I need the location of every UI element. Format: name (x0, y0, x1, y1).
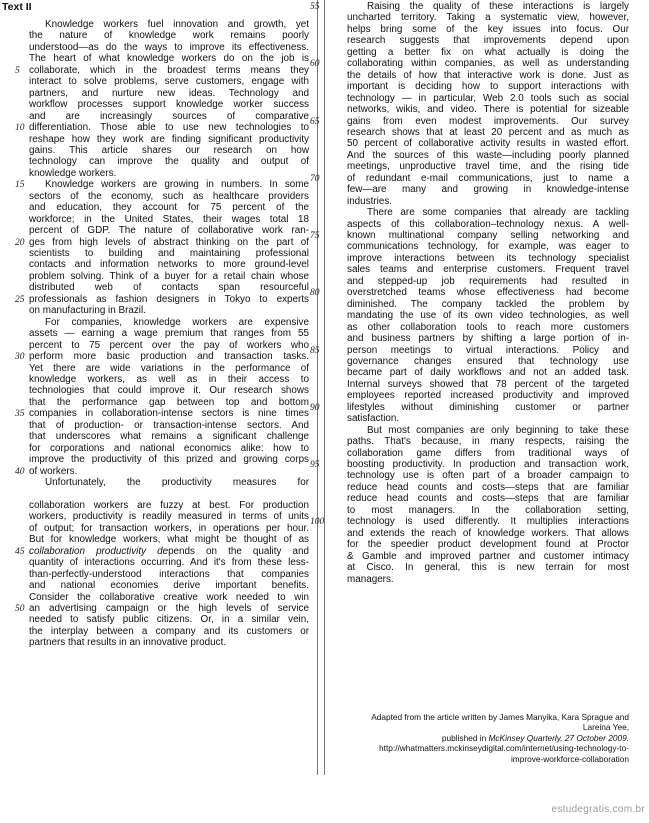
text-line: collaboration workers are fuzzy at best. For production (29, 499, 309, 511)
source-url-cont: improve-workforce-collaboration (510, 753, 629, 764)
source-journal: McKinsey Quarterly, 27 October 2009. (488, 732, 629, 743)
text-line: contacts and information networks to more ground-level (29, 259, 309, 271)
line-number: 35 (15, 409, 25, 420)
text-line: getting a better fix on what actually is doing the (347, 46, 629, 58)
text-line: workers, productivity is readily measured in terms of units (29, 511, 309, 523)
text-line: research suggests that improvements depend upon (347, 35, 629, 47)
text-line: collaborating within companies, as well as understanding (347, 58, 629, 70)
text-line: boosting productivity. In production and transaction work, (347, 459, 629, 470)
text-line: to most managers. In the collaboration setting, (347, 504, 629, 516)
text-line: collaborate, which in the broadest terms means they (29, 64, 309, 76)
text-line: and education, they account for 75 percent of the (29, 202, 309, 214)
text-line: understood—as do the ways to improve its effectiveness. (29, 41, 309, 53)
text-line: percent to 75 percent over the pay of workers who (29, 339, 309, 351)
text-line: that underscores what remains a significant challenge (29, 431, 309, 443)
text-line: partners that results in an innovative product. (29, 637, 227, 649)
text-line: Consider the collaborative creative work needed to win (29, 591, 309, 603)
text-line: of workers. (29, 465, 78, 477)
line-number: 50 (15, 603, 25, 614)
line-number: 80 (310, 288, 320, 299)
text-line: became part of daily workflows and not an added task. (347, 367, 629, 379)
text-line: sales teams and enterprise customers. Frequent travel (347, 264, 629, 276)
text-line: uncharted territory. Taking a systematic view, however, (347, 12, 629, 24)
source-publication: published in McKinsey Quarterly, 27 October 2009. (441, 732, 629, 743)
text-line: paths. That's because, in many respects, raising the (347, 436, 629, 448)
line-number: 45 (15, 546, 25, 557)
line-number: 40 (15, 466, 25, 477)
source-citation (340, 712, 629, 764)
line-number: 90 (310, 402, 320, 413)
text-line: improve interactions between its technology specialist (347, 252, 629, 264)
line-number: 25 (15, 294, 25, 305)
text-line: collaboration game differs from traditional ways of (347, 447, 629, 459)
text-line: on manufacturing in Brazil. (29, 305, 146, 317)
text-line: overstretched teams whose effectiveness had become (347, 287, 629, 299)
text-line: professionals as fashion designers in Tokyo to experts (29, 293, 309, 305)
text-line: reshape how they work are finding significant productivity (29, 133, 309, 145)
text-line: & Gamble and improved partner and customer intimacy (347, 550, 629, 562)
text-line: important is deciding how to support interactions with (347, 81, 629, 93)
text-line: helps bring some of the key issues into focus. Our (347, 23, 629, 35)
text-line: scientists to building and maintaining professional (29, 248, 309, 259)
text-line: improve the productivity of this prized and growing corps (29, 454, 309, 466)
text-line: than-perfectly-understood interactions that companies (29, 568, 309, 580)
line-number: 30 (15, 352, 25, 363)
text-line: knowledge workers, as well as in their access to (29, 373, 309, 385)
text-line: technology use is often part of a broader campaign to (347, 470, 629, 482)
text-line: technology can improve the quality and output of (29, 156, 309, 168)
text-line: managers. (347, 573, 394, 585)
line-number: 75 (310, 231, 320, 241)
line-number: 55 (310, 2, 320, 12)
text-line: for the speedier product development found at Proctor (347, 539, 629, 551)
text-line: diminished. The company tackled the problem by (347, 298, 629, 310)
text-line: distributed web of contacts span resourceful (29, 282, 309, 294)
text-line: differentiation. Those able to use new technologies to (29, 122, 309, 134)
text-line: meetings, unproductive travel time, and the rising tide (347, 161, 629, 173)
text-line: that the performance gap between top and bottom (29, 396, 309, 408)
text-line: gains from even modest improvements. Our survey (347, 115, 629, 127)
text-line: For companies, knowledge workers are expensive (45, 316, 309, 328)
text-line: workforce; in the United States, their wages total 18 (29, 213, 309, 225)
text-line: governance changes ensured that technology use (347, 355, 629, 367)
text-line: technologies that could improve it. Our research shows (29, 385, 309, 397)
line-number: 65 (310, 116, 320, 127)
text-line: gains. This article shares our research on how (29, 144, 309, 156)
source-url: http://whatmatters.mckinseydigital.com/internet/using-technology-to- (379, 743, 629, 754)
text-line: as other collaboration tools to reach more customers (347, 321, 629, 333)
text-line: sectors of the economy, such as healthcare providers (29, 190, 309, 202)
text-line: assets — earning a wage premium that ranges from 55 (29, 328, 309, 340)
line-number: 95 (310, 460, 320, 470)
text-line: interact to solve problems, serve customers, engage with (29, 76, 309, 88)
text-line: lifestyles without diminishing customer or partner (347, 401, 629, 413)
text-line: research shows that at least 20 percent and as much as (347, 126, 629, 138)
text-line: an advertising campaign or the high levels of service (29, 602, 309, 614)
text-title: Text II (2, 1, 32, 13)
text-line: 50 percent of collaborative activity results in wasted effort. (347, 138, 629, 150)
text-line: There are some companies that already are tackling (367, 207, 629, 219)
text-line: perform more basic production and transaction tasks. (29, 351, 309, 363)
text-line: networks, wikis, and video. There is potential for sizeable (347, 104, 629, 116)
text-line: problem solving. Think of a buyer for a retail chain whose (29, 270, 309, 282)
text-line: industries. (347, 195, 393, 207)
text-line: and extends the reach of knowledge workers. That allows (347, 527, 629, 539)
text-line: the interplay between a company and its customers or (29, 625, 309, 637)
text-line: companies in collaboration-intense sectors is nine times (29, 408, 309, 420)
text-line: knowledge workers. (29, 167, 117, 179)
text-line: few—are many and growing in knowledge-intense (347, 184, 629, 196)
site-watermark: estudegratis.com.br (551, 804, 645, 815)
text-line: reduce head counts and costs—steps that are familiar (347, 481, 629, 493)
text-line: technology — in particular, Web 2.0 tools such as social (347, 92, 629, 104)
text-line: the nature of knowledge work remains poorly (29, 30, 309, 42)
text-line: The heart of what knowledge workers do on the job is (29, 53, 309, 65)
text-line: and stepped-up job requirements had resulted in (347, 275, 629, 287)
text-line: and are increasingly sources of comparative (29, 110, 309, 122)
text-line: needed to satisfy public citizens. Or, in a similar vein, (29, 614, 309, 626)
text-line: But for knowledge workers, what might be thought of as (29, 534, 309, 546)
text-line: reduce head counts and costs—steps that are familiar (347, 493, 629, 505)
text-line: Unfortunately, the productivity measures for (45, 477, 309, 488)
source-authors: Adapted from the article written by James Manyika, Kara Sprague and (371, 712, 629, 722)
text-line: the details of how that interactive work is done. Just as (347, 69, 629, 81)
line-number: 100 (310, 517, 325, 528)
text-line: collaboration productivity depends on the quality and (29, 545, 309, 557)
text-line: Knowledge workers are growing in numbers. In some (45, 179, 309, 191)
line-number: 15 (15, 180, 25, 191)
text-line: and business partners by shifting a large portion of in- (347, 333, 629, 345)
text-line: known multinational company selling networking and (347, 230, 629, 241)
text-line: of redundant e-mail communications, just to name a (347, 172, 629, 184)
line-number: 85 (310, 345, 320, 356)
text-line: that of production- or transaction-intense sectors. And (29, 419, 309, 431)
text-line: for corporations and national economics alike: how to (29, 442, 309, 454)
text-line: quantity of interactions occurring. And it's from these less- (29, 557, 309, 569)
text-line: Raising the quality of these interactions is largely (367, 1, 629, 12)
text-line: communications technology, for example, was eager to (347, 241, 629, 253)
text-line: technology is used differently. It multiplies interactions (347, 516, 629, 528)
text-line: mandating the use of its own video technologies, as well (347, 310, 629, 322)
text-line: Internal surveys showed that 78 percent of the targeted (347, 378, 629, 390)
text-line: workflow processes support knowledge worker success (29, 99, 309, 111)
line-number: 70 (310, 173, 320, 184)
text-line: ges from high levels of abstract thinking on the part of (29, 236, 309, 248)
text-line: of output; for transaction workers, in operations per hour. (29, 522, 309, 534)
text-line: person meetings to virtual interactions. Policy and (347, 344, 629, 356)
line-number: 60 (310, 59, 320, 70)
text-line: and national economies derive important benefits. (29, 580, 309, 592)
text-line: at Cisco. In general, this is new terrain for most (347, 562, 629, 574)
text-line: satisfaction. (347, 413, 400, 425)
text-line: Yet there are wide variations in the performance of (29, 362, 309, 374)
text-line: And the sources of this waste—including poorly planned (347, 149, 629, 161)
source-authors-cont: Lareina Yee, (582, 722, 629, 733)
text-line: But most companies are only beginning to take these (367, 424, 629, 436)
text-line: employees reported increased productivity and improved (347, 390, 629, 402)
text-line: percent of GDP. The nature of collaborative work ran- (29, 225, 309, 237)
text-line: Knowledge workers fuel innovation and growth, yet (45, 19, 309, 30)
text-line: partners, and nurture new ideas. Technology and (29, 87, 309, 99)
text-line: aspects of this collaboration–technology nexus. A well- (347, 218, 629, 230)
line-number: 10 (15, 123, 25, 134)
line-number: 20 (15, 237, 25, 248)
line-number: 5 (15, 65, 20, 76)
